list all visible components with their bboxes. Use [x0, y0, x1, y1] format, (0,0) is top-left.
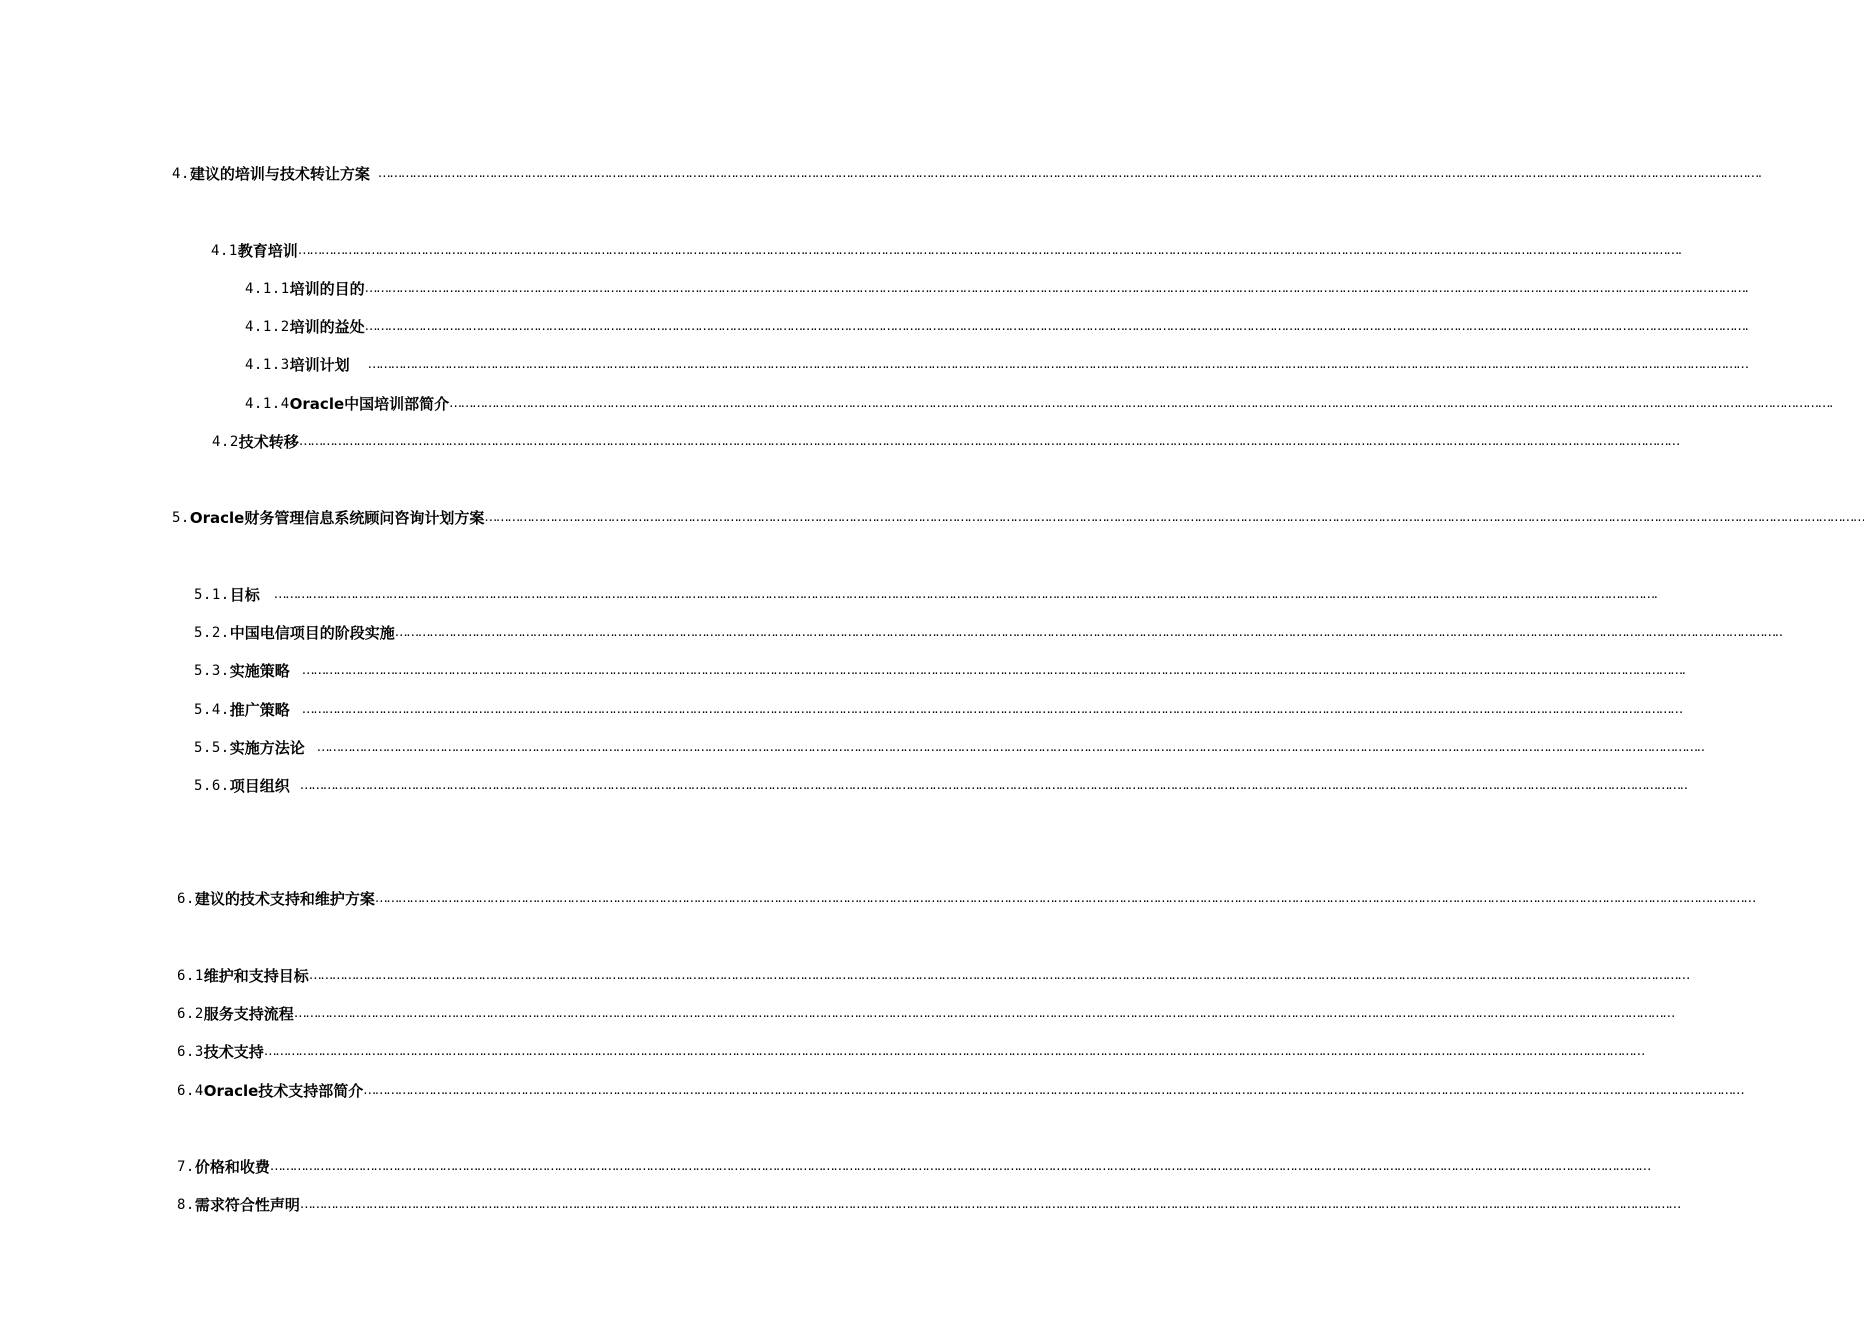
toc-number: 4.2	[212, 434, 239, 450]
toc-tail: .	[1677, 243, 1682, 258]
toc-leader: ………………………………………………………………………………………………………………………………………………………………………………………………………………………………………………………………………………………………………………………………	[263, 1044, 1644, 1059]
toc-leader: ………………………………………………………………………………………………………………………………………………………………………………………………………………………………………………………………………………………………………………………………	[364, 281, 1745, 296]
toc-number: 5.1.	[194, 587, 230, 603]
toc-entry[interactable]	[194, 699, 1682, 721]
toc-entry[interactable]	[172, 163, 1763, 185]
toc-leader: ………………………………………………………………………………………………………………………………………………………………………………………………………………………………………………………………………………………………………………………………	[299, 1197, 1680, 1212]
toc-title: 价格和收费	[194, 1158, 270, 1176]
toc-title: 项目组织	[229, 777, 290, 795]
toc-leader: ………………………………………………………………………………………………………………………………………………………………………………………………………………………………………………………………………………………………………………………………	[377, 166, 1758, 181]
toc-leader: ………………………………………………………………………………………………………………………………………………………………………………………………………………………………………………………………………………………………………………………………	[484, 510, 1864, 525]
toc-title: 建议的培训与技术转让方案	[189, 165, 370, 183]
toc-title: 技术支持	[203, 1043, 264, 1061]
toc-entry[interactable]	[194, 737, 1705, 759]
toc-leader: ………………………………………………………………………………………………………………………………………………………………………………………………………………………………………………………………………………………………………………………………	[273, 587, 1654, 602]
toc-entry[interactable]	[194, 660, 1686, 682]
toc-entry[interactable]	[194, 584, 1658, 606]
toc-number: 4.1.2	[245, 319, 290, 335]
toc-tail: .	[1681, 663, 1686, 678]
toc-title: 实施方法论	[229, 739, 305, 757]
toc-title: 服务支持流程	[203, 1005, 294, 1023]
toc-leader: ………………………………………………………………………………………………………………………………………………………………………………………………………………………………………………………………………………………………………………………………	[316, 740, 1697, 755]
toc-title: 实施策略	[229, 662, 290, 680]
toc-title: 推广策略	[229, 701, 290, 719]
toc-leader: ………………………………………………………………………………………………………………………………………………………………………………………………………………………………………………………………………………………………………………………………	[363, 1083, 1744, 1098]
toc-number: 5.5.	[194, 740, 230, 756]
toc-number: 6.2	[177, 1006, 204, 1022]
toc-entry[interactable]	[245, 393, 1834, 415]
toc-entry[interactable]	[194, 775, 1688, 797]
toc-number: 6.4	[177, 1083, 204, 1099]
toc-number: 8.	[177, 1197, 195, 1213]
toc-number: 5.3.	[194, 663, 230, 679]
toc-entry[interactable]	[177, 965, 1689, 987]
toc-entry[interactable]	[194, 622, 1783, 644]
toc-leader: ………………………………………………………………………………………………………………………………………………………………………………………………………………………………………………………………………………………………………………………………	[269, 1159, 1650, 1174]
toc-title: 中国电信项目的阶段实施	[229, 624, 395, 642]
toc-entry[interactable]	[211, 240, 1682, 262]
toc-title: 技术转移	[238, 433, 299, 451]
toc-entry[interactable]	[245, 354, 1748, 376]
toc-leader: ………………………………………………………………………………………………………………………………………………………………………………………………………………………………………………………………………………………………………………………………	[299, 778, 1680, 793]
toc-entry[interactable]	[177, 1080, 1744, 1102]
toc-number: 7.	[177, 1159, 195, 1175]
toc-title: 培训的益处	[289, 318, 365, 336]
toc-number: 4.	[172, 166, 190, 182]
toc-tail: .	[1653, 587, 1658, 602]
toc-title: 培训计划	[289, 356, 350, 374]
toc-entry[interactable]	[172, 507, 1864, 529]
toc-title: 建议的技术支持和维护方案	[194, 890, 375, 908]
toc-tail: .	[1757, 166, 1763, 181]
toc-title: 维护和支持目标	[203, 967, 309, 985]
toc-entry[interactable]	[177, 1003, 1674, 1025]
toc-number: 5.2.	[194, 625, 230, 641]
toc-number: 6.	[177, 891, 195, 907]
toc-leader: ………………………………………………………………………………………………………………………………………………………………………………………………………………………………………………………………………………………………………………………………	[374, 891, 1755, 906]
toc-leader: ………………………………………………………………………………………………………………………………………………………………………………………………………………………………………………………………………………………………………………………………	[449, 396, 1830, 411]
toc-number: 5.6.	[194, 778, 230, 794]
toc-entry[interactable]	[212, 431, 1679, 453]
toc-number: 5.4.	[194, 702, 230, 718]
toc-leader: ………………………………………………………………………………………………………………………………………………………………………………………………………………………………………………………………………………………………………………………………	[298, 434, 1679, 449]
toc-entry[interactable]	[177, 1156, 1650, 1178]
toc-entry[interactable]	[245, 316, 1749, 338]
toc-leader: ………………………………………………………………………………………………………………………………………………………………………………………………………………………………………………………………………………………………………………………………	[364, 319, 1745, 334]
toc-number: 4.1	[211, 243, 238, 259]
toc-tail: .	[1829, 396, 1834, 411]
toc-title: 教育培训	[237, 242, 298, 260]
toc-leader: ………………………………………………………………………………………………………………………………………………………………………………………………………………………………………………………………………………………………………………………………	[297, 243, 1678, 258]
toc-number: 6.1	[177, 968, 204, 984]
toc-tail: .	[1744, 319, 1749, 334]
toc-entry[interactable]	[177, 1194, 1680, 1216]
toc-leader: ………………………………………………………………………………………………………………………………………………………………………………………………………………………………………………………………………………………………………………………………	[308, 968, 1689, 983]
toc-tail: ..	[1696, 740, 1705, 755]
toc-number: 5.	[172, 510, 190, 526]
toc-title: 目标	[229, 586, 260, 604]
toc-leader: ………………………………………………………………………………………………………………………………………………………………………………………………………………………………………………………………………………………………………………………………	[394, 625, 1775, 640]
toc-leader: ………………………………………………………………………………………………………………………………………………………………………………………………………………………………………………………………………………………………………………………………	[293, 1006, 1674, 1021]
toc-leader: ………………………………………………………………………………………………………………………………………………………………………………………………………………………………………………………………………………………………………………………………	[367, 357, 1748, 372]
toc-number: 6.3	[177, 1044, 204, 1060]
toc-leader: ………………………………………………………………………………………………………………………………………………………………………………………………………………………………………………………………………………………………………………………………	[301, 663, 1682, 678]
toc-tail: ..	[1679, 778, 1688, 793]
toc-number: 4.1.1	[245, 281, 290, 297]
toc-entry[interactable]	[245, 278, 1749, 300]
toc-number: 4.1.3	[245, 357, 290, 373]
toc-tail: ..	[1774, 625, 1783, 640]
toc-entry[interactable]	[177, 888, 1755, 910]
toc-title: Oracle财务管理信息系统顾问咨询计划方案	[189, 509, 485, 527]
toc-number: 4.1.4	[245, 396, 290, 412]
toc-title: 培训的目的	[289, 280, 365, 298]
toc-title: Oracle中国培训部简介	[289, 395, 450, 413]
toc-title: 需求符合性声明	[194, 1196, 300, 1214]
toc-entry[interactable]	[177, 1041, 1644, 1063]
toc-leader: ………………………………………………………………………………………………………………………………………………………………………………………………………………………………………………………………………………………………………………………………	[301, 702, 1682, 717]
toc-title: Oracle技术支持部简介	[203, 1082, 364, 1100]
toc-tail: .	[1744, 281, 1749, 296]
